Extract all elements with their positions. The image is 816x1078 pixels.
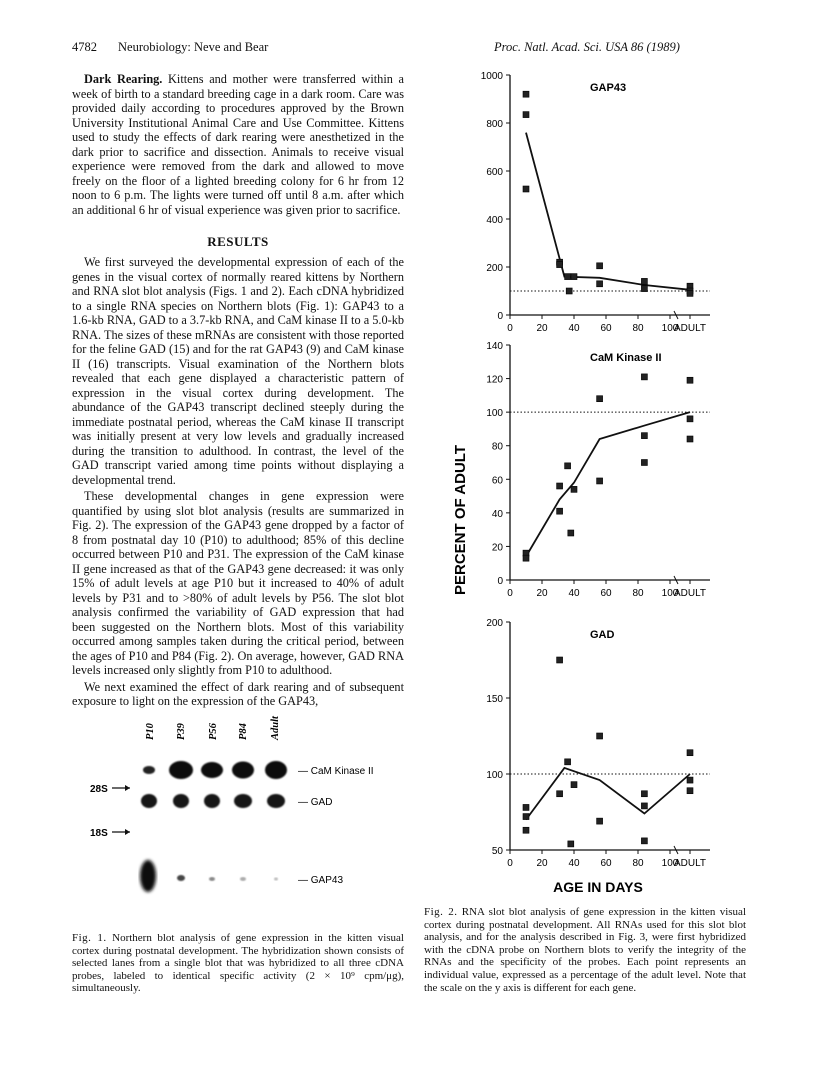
cam-kinase-band-row [143,761,287,779]
fig2-caption-text: RNA slot blot analysis of gene expression in the kitten visual cortex during postnatal development. All RNAs used for this slot blot analysis, and for the analysis described in Fig. 3, were first hybridized with the cDNA probe on Northern blots to verify the integrity of the RNAs and the specificity of the probes. Each point represents an individual value, expressed as a percentage of the adult level. Note that the scale on the y axis is different for each gene. [424,906,746,994]
fig1-caption-label: Fig. 1. [72,932,107,944]
gap43-data-point [557,262,563,268]
gap43-x-tick-label: 60 [600,323,612,334]
gap43-data-point [565,274,571,280]
cam-kinase-ii-data-point [557,508,563,514]
fig1-caption [72,932,404,995]
cam-kinase-ii-y-tick-label: 40 [491,508,503,520]
gap43-x-tick-label: 100 [661,323,679,334]
gap43-y-tick-label: 600 [486,167,503,178]
gap43-mean-line [526,133,690,290]
x-axis-label: AGE IN DAYS [553,879,643,895]
cam-kinase-ii-x-tick-label: ADULT [673,588,707,599]
slot-blot-figure [420,60,720,900]
cam-kinase-ii-x-tick-label: 80 [632,588,644,599]
gap43-data-point [571,274,577,280]
cam-kinase-ii-y-tick-label: 20 [491,542,503,554]
lane-label-adult: Adult [270,716,281,740]
band-p56-cam [201,762,223,778]
cam-kinase-ii-x-tick-label: 100 [661,588,679,599]
gap43-data-point [641,278,647,284]
gap43-data-point [566,288,572,294]
gad-data-point [597,818,603,824]
cam-kinase-ii-y-tick-label: 60 [491,475,503,487]
gap43-data-point [597,281,603,287]
band-p10-cam [143,766,155,774]
gap43-x-tick-label: 0 [507,323,513,334]
gad-data-point [687,777,693,783]
band-p84-cam [232,762,254,779]
lane-label-p39: P39 [176,723,187,740]
gad-data-point [565,759,571,765]
gad-x-tick-label: 20 [536,858,548,869]
gad-x-tick-label: 60 [600,858,612,869]
cam-kinase-ii-data-point [641,433,647,439]
gap43-x-tick-label: ADULT [673,323,707,334]
cam-kinase-ii-data-point [597,478,603,484]
gad-x-tick-label: ADULT [673,858,707,869]
running-head: Neurobiology: Neve and Bear [118,40,269,54]
cam-kinase-ii-data-point [597,396,603,402]
cam-kinase-ii-x-tick-label: 0 [507,588,513,599]
results-heading: RESULTS [207,234,269,249]
gad-panel-title: GAD [590,629,615,641]
gap43-data-point [687,290,693,296]
gad-y-tick-label: 100 [486,770,503,781]
gad-data-point [641,838,647,844]
gap43-panel-title: GAP43 [590,82,627,94]
gad-data-point [568,841,574,847]
gad-x-tick-label: 0 [507,858,513,869]
gad-band-row [141,794,285,808]
band-p39-gap43 [177,875,185,881]
cam-kinase-ii-x-tick-label: 60 [600,588,612,599]
arrowhead-28s [125,785,130,791]
gap43-data-point [597,263,603,269]
dark-rearing-heading: Dark Rearing. [84,72,163,86]
results-paragraph-2: These developmental changes in gene expression were quantified by using slot blot analysis (results are summarized in Fig. 2). The expression of the GAP43 gene dropped by a factor of 8 from postnatal day 10 (P10) to adulthood; 85% of this decline occurred between P10 and P31. The expression of the CaM kinase II gene increased as that of the GAP43 gene decreased: it was only 15% of adult levels at age P10 but it increased to 40% of adult levels by P31 and to >80% of adult levels by P56. The slot blot analysis confirmed the variability of GAD expression that had been suggested on the Northern blots. Most of this variability occurred among samples taken during the critical period, between the ages of P10 and P84 (Fig. 2). On average, however, GAD RNA levels increased only slightly from P10 to adulthood. [72,489,404,677]
y-axis-label: PERCENT OF ADULT [452,445,469,595]
band-p10-gad [141,794,157,808]
band-p56-gap43 [209,877,215,881]
cam-kinase-ii-data-point [641,460,647,466]
band-label-cam-kinase: — CaM Kinase II [298,766,374,777]
cam-kinase-ii-y-tick-label: 120 [486,374,503,386]
cam-kinase-ii-x-tick-label: 20 [536,588,548,599]
band-label-gad: — GAD [298,797,333,808]
gad-mean-line [526,768,690,820]
gad-y-tick-label: 200 [486,618,503,629]
cam-kinase-ii-y-tick-label: 100 [486,408,503,420]
gad-data-point [523,804,529,810]
fig1-caption-text: Northern blot analysis of gene expression in the kitten visual cortex during postnatal development. The hybridization shown consists of selected lanes from a single blot that was hybridized to all three cDNA probes, labeled to identical specific activity (2 × 10⁹ cpm/μg), simultaneously. [72,932,404,995]
gad-data-point [523,814,529,820]
gap43-band-row [140,860,278,892]
northern-blot-figure [72,700,412,910]
band-p10-gap43 [140,860,156,892]
band-p84-gap43 [240,877,246,881]
gap43-y-tick-label: 800 [486,119,503,130]
gap43-x-tick-label: 20 [536,323,548,334]
cam-kinase-ii-y-tick-label: 0 [497,576,503,587]
dark-rearing-section [72,72,404,219]
gad-y-tick-label: 150 [486,694,503,705]
gad-data-point [523,827,529,833]
cam-kinase-ii-data-point [568,530,574,536]
gap43-x-tick-label: 40 [568,323,580,334]
gap43-y-tick-label: 400 [486,215,503,226]
lane-label-p84: P84 [238,723,249,740]
marker-28s: 28S [90,784,108,795]
gap43-y-tick-label: 0 [497,311,503,322]
gad-data-point [557,791,563,797]
gad-x-tick-label: 40 [568,858,580,869]
cam-kinase-ii-y-tick-label: 140 [486,341,503,352]
gap43-x-tick-label: 80 [632,323,644,334]
dark-rearing-text: Kittens and mother were transferred within a week of birth to a standard breeding cage in a dark room. Care was provided daily according to procedures approved by the Brown University Institutional Animal Care and Use Committee. Kittens used to study the effects of dark rearing were anesthetized in the dark prior to sacrifice and dissection. Animals to receive visual experience were removed from the dark and allowed to move freely on the floor of a lighted breeding colony for 6 hr from 12 noon to 6 p.m. The lights were turned off until 8 a.m. after which an additional 6 hr of visual experience was given prior to sacrifice. [72,72,404,217]
cam-kinase-ii-data-point [523,555,529,561]
cam-kinase-ii-panel-title: CaM Kinase II [590,352,662,364]
lane-label-p56: P56 [208,723,219,740]
cam-kinase-ii-data-point [557,483,563,489]
gap43-y-tick-label: 1000 [480,71,503,82]
arrowhead-18s [125,829,130,835]
gap43-data-point [523,91,529,97]
cam-kinase-ii-data-point [687,377,693,383]
band-label-gap43: — GAP43 [298,875,344,886]
lane-label-p10: P10 [145,723,156,740]
gad-data-point [687,750,693,756]
gad-x-tick-label: 100 [661,858,679,869]
band-adult-cam [265,761,287,779]
results-section [72,255,404,711]
gap43-y-tick-label: 200 [486,263,503,274]
band-adult-gap43 [274,878,278,881]
band-p39-gad [173,794,189,808]
band-adult-gad [267,794,285,808]
band-p84-gad [234,794,252,808]
gad-data-point [641,803,647,809]
results-paragraph-1: We first surveyed the developmental expression of each of the genes in the visual cortex of normally reared kittens by Northern and RNA slot blot analysis (Figs. 1 and 2). Each cDNA hybridized to a single RNA species on Northern blots (Fig. 1): GAP43 to a 1.6-kb RNA, GAD to a 3.7-kb RNA, and CaM kinase II to a 5.0-kb RNA. The sizes of these mRNAs are consistent with those reported for the feline GAD (15) and for the rat GAP43 (9) and CaM kinase II (16) transcripts. Visual examination of the Northern blots revealed that each gene displayed a characteristic pattern of expression in the visual cortex during development. The abundance of the GAP43 transcript declined steeply during the immediate postnatal period, whereas the CaM kinase II transcript was initially present at very low levels and gradually increased during the transition to adulthood. In contrast, the level of the GAD transcript varied among time points without displaying a developmental trend. [72,255,404,487]
gad-data-point [571,782,577,788]
gad-data-point [557,657,563,663]
cam-kinase-ii-x-tick-label: 40 [568,588,580,599]
band-p56-gad [204,794,220,808]
gap43-data-point [523,186,529,192]
cam-kinase-ii-mean-line [526,412,690,556]
cam-kinase-ii-data-point [641,374,647,380]
page-number: 4782 [72,40,97,54]
cam-kinase-ii-data-point [571,486,577,492]
cam-kinase-ii-data-point [565,463,571,469]
cam-kinase-ii-y-tick-label: 80 [491,441,503,453]
cam-kinase-ii-data-point [687,416,693,422]
fig2-caption [424,906,746,994]
band-p39-cam [169,761,193,779]
gad-data-point [687,788,693,794]
fig2-caption-label: Fig. 2. [424,906,458,918]
gad-x-tick-label: 80 [632,858,644,869]
journal-citation: Proc. Natl. Acad. Sci. USA 86 (1989) [494,40,680,54]
gad-y-tick-label: 50 [491,846,503,857]
gad-data-point [597,733,603,739]
cam-kinase-ii-data-point [687,436,693,442]
gad-data-point [641,791,647,797]
gap43-data-point [641,286,647,292]
marker-18s: 18S [90,828,108,839]
results-paragraph-3: We next examined the effect of dark rearing and of subsequent exposure to light on the expression of the GAP43, [72,679,404,708]
gap43-data-point [523,112,529,118]
